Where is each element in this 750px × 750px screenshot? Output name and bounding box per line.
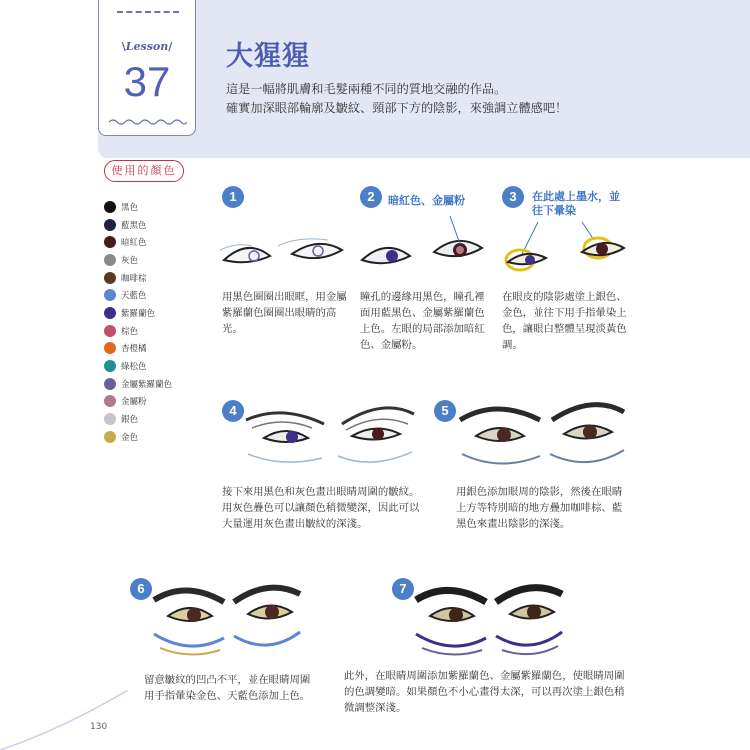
color-name: 棕色: [121, 326, 139, 337]
color-swatch: [104, 219, 116, 231]
color-name: 杏橙橘: [121, 344, 147, 355]
color-swatch: [104, 395, 116, 407]
color-name: 藍黑色: [121, 220, 147, 231]
color-name: 金屬粉: [121, 397, 147, 408]
step-3-eye-illustration: [498, 218, 632, 280]
color-list-item: [104, 286, 172, 304]
page-title: 大猩猩: [226, 41, 310, 72]
color-list-item: [104, 198, 172, 216]
color-swatch: [104, 325, 116, 337]
page-number: 130: [90, 722, 108, 732]
color-list-item: [104, 375, 172, 393]
color-list-item: [104, 410, 172, 428]
step-5-description: 用銀色添加眼周的陰影，然後在眼睛上方等特別暗的地方疊加咖啡棕、藍黑色來畫出陰影的深淺。: [456, 486, 623, 530]
step-2-annotation: 暗紅色、金屬粉: [388, 194, 465, 207]
step-4-description: 接下來用黑色和灰色畫出眼睛周圍的皺紋。用灰色疊色可以讓顏色稍微變深，因此可以大量運用灰色畫出皺紋的深淺。: [222, 486, 420, 530]
color-swatch: [104, 431, 116, 443]
step-4-eye-illustration: [242, 398, 418, 478]
color-list-item: [104, 304, 172, 322]
color-swatch: [104, 201, 116, 213]
step-7-eye-illustration: [412, 570, 566, 662]
color-name: 黑色: [121, 202, 139, 213]
step-3-description: 在眼皮的陰影處塗上銀色、金色，並往下用手指暈染上色，讓眼白整體呈現淡黃色調。: [502, 291, 627, 351]
step-1-description: 用黑色圈圈出眼眶，用金屬紫羅蘭色圈圈出眼睛的高光。: [222, 291, 347, 335]
color-name: 咖啡棕: [121, 273, 147, 284]
lesson-word: Lesson: [125, 40, 169, 53]
colors-used-label: 使用的顏色: [104, 160, 184, 182]
color-swatch: [104, 413, 116, 425]
lesson-number: 37: [123, 58, 171, 105]
step-6-eye-illustration: [150, 570, 304, 662]
wavy-line-decoration: [109, 118, 187, 126]
lesson-label: \Lesson/: [121, 40, 173, 53]
color-list-item: [104, 428, 172, 446]
color-swatch: [104, 272, 116, 284]
color-name: 銀色: [121, 415, 139, 426]
color-list: [104, 198, 172, 446]
color-list-item: [104, 393, 172, 411]
step-badge: 6: [130, 578, 152, 600]
step-badge: 2: [360, 186, 382, 208]
color-name: 綠松色: [121, 362, 147, 373]
color-swatch: [104, 378, 116, 390]
color-name: 天藍色: [121, 291, 147, 302]
color-swatch: [104, 342, 116, 354]
step-5-eye-illustration: [456, 390, 628, 478]
step-badge: 4: [222, 400, 244, 422]
step-badge: 5: [434, 400, 456, 422]
intro-line: 這是一幅將肌膚和毛髮兩種不同的質地交融的作品。: [226, 82, 507, 96]
lesson-card: [98, 0, 196, 136]
color-name: 灰色: [121, 255, 139, 266]
step-7-description: 此外，在眼睛周圍添加紫羅蘭色、金屬紫羅蘭色，使眼睛周圍的色調變暗。如果顏色不小心畫得太深，可以再次塗上銀色稍微調整深淺。: [344, 670, 625, 714]
step-2-description: 瞳孔的邊緣用黑色，瞳孔裡面用藍黑色、金屬紫羅蘭色上色。左眼的局部添加暗紅色、金屬粉。: [360, 291, 485, 351]
color-list-item: [104, 269, 172, 287]
color-list-item: [104, 233, 172, 251]
step-badge: 3: [502, 186, 524, 208]
step-6-description: 留意皺紋的凹凸不平，並在眼睛周圍用手指暈染金色、天藍色添加上色。: [144, 674, 311, 702]
color-swatch: [104, 360, 116, 372]
step-badge: 7: [392, 578, 414, 600]
color-swatch: [104, 307, 116, 319]
color-name: 暗紅色: [121, 238, 147, 249]
step-badge: 1: [222, 186, 244, 208]
color-name: 金屬紫羅蘭色: [121, 379, 173, 390]
color-name: 金色: [121, 432, 139, 443]
step-1-eye-illustration: [218, 232, 348, 280]
corner-decoration: [0, 690, 130, 750]
decorative-dashes: [117, 11, 179, 13]
color-swatch: [104, 236, 116, 248]
color-list-item: [104, 216, 172, 234]
color-name: 紫羅蘭色: [121, 308, 156, 319]
color-list-item: [104, 322, 172, 340]
color-swatch: [104, 289, 116, 301]
color-swatch: [104, 254, 116, 266]
step-3-annotation: 在此處上墨水，並往下暈染: [532, 190, 620, 217]
color-list-item: [104, 357, 172, 375]
intro-text: [226, 80, 567, 118]
intro-line: 確實加深眼部輪廓及皺紋、頸部下方的陰影，來強調立體感吧！: [226, 101, 568, 115]
step-2-eye-illustration: [356, 212, 486, 280]
color-list-item: [104, 251, 172, 269]
color-list-item: [104, 340, 172, 358]
